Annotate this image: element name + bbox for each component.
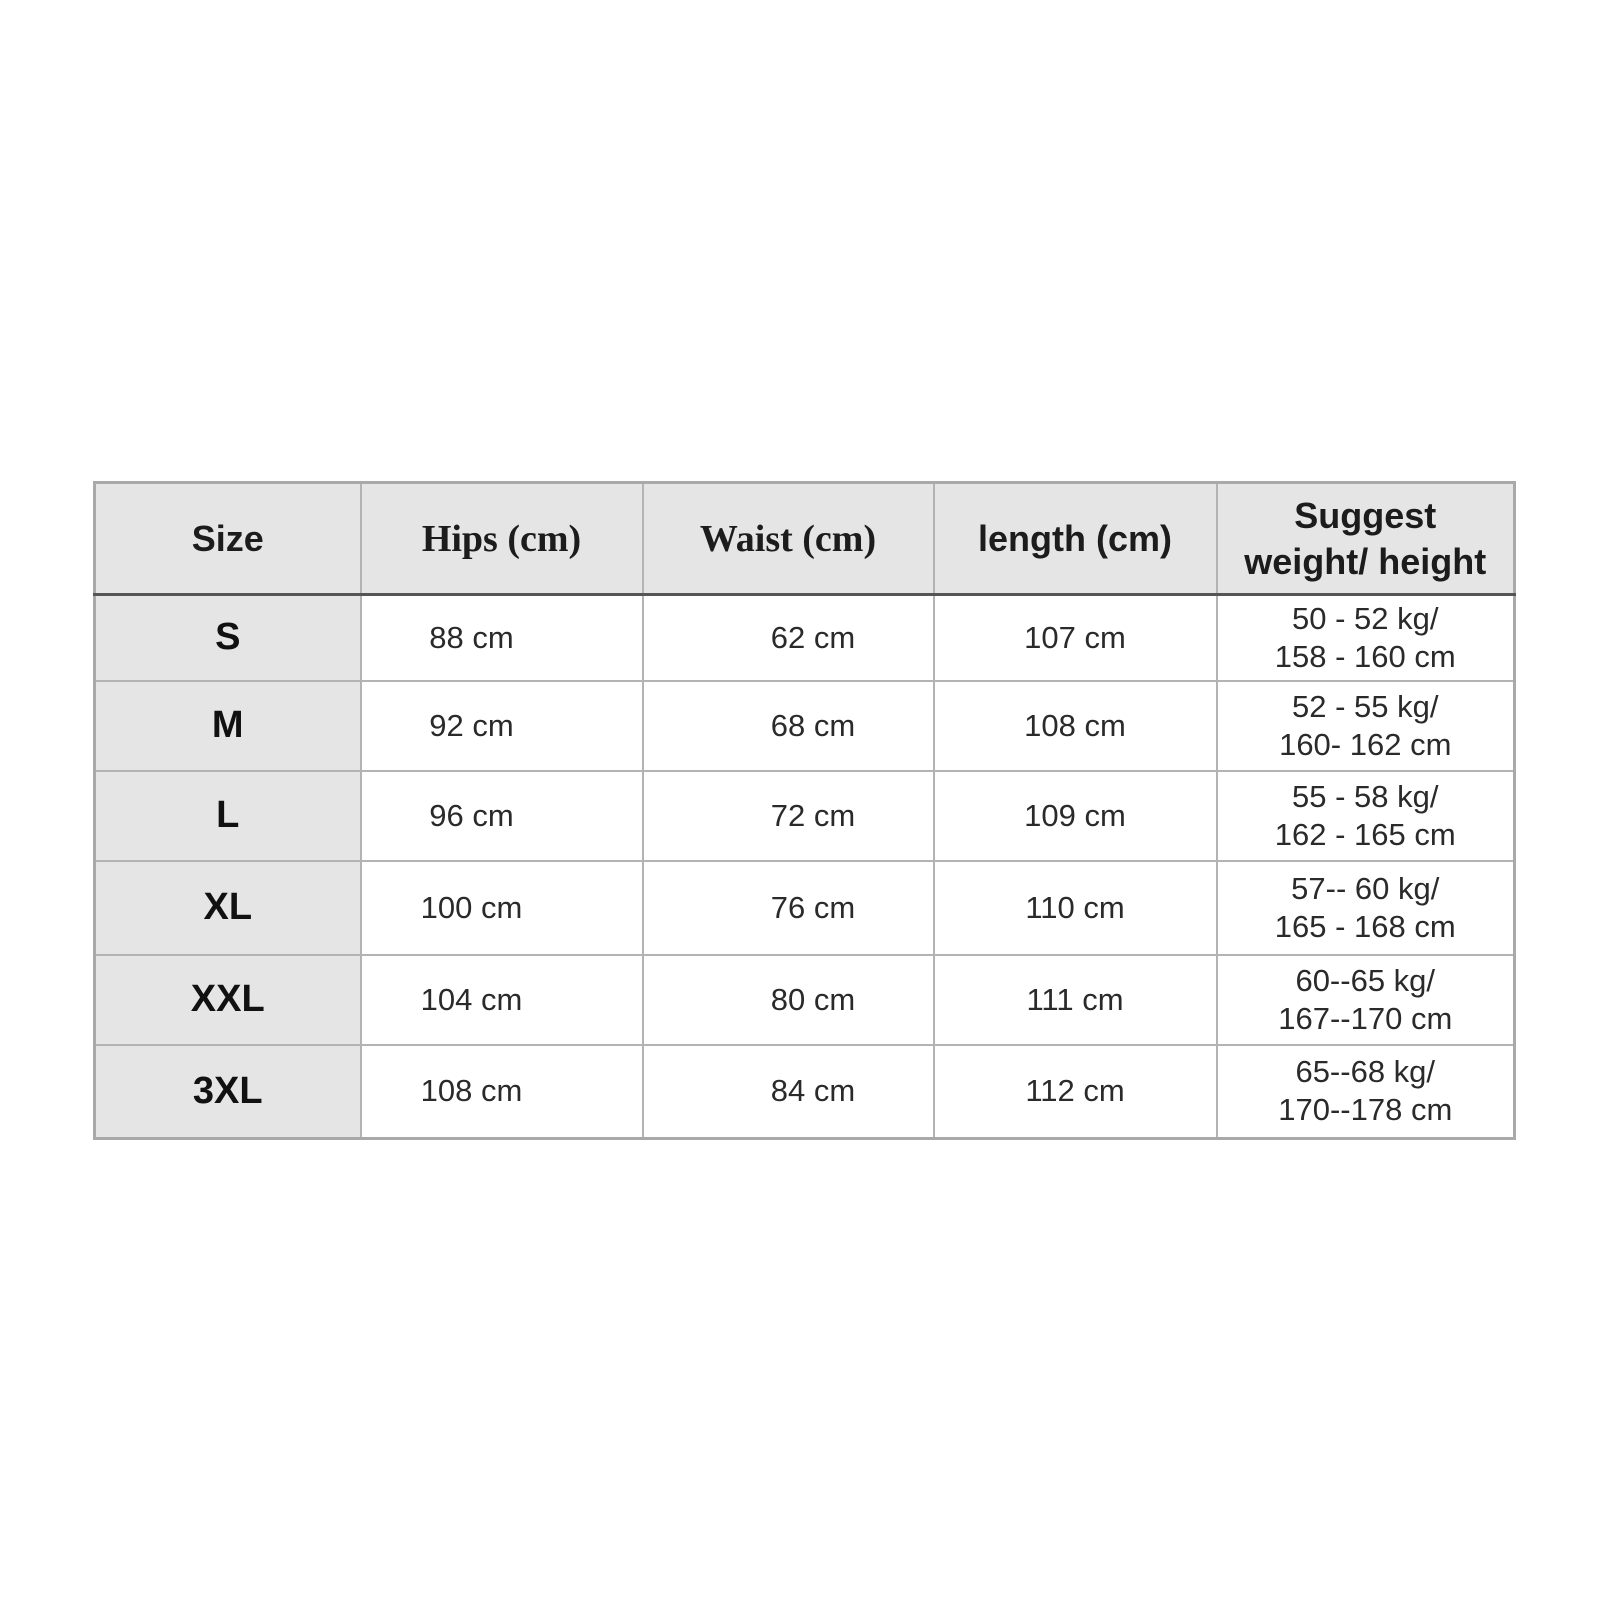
header-suggest [1217, 483, 1515, 595]
header-length: length (cm) [934, 483, 1217, 595]
hips-cell: 96 cm [361, 771, 643, 861]
length-cell: 107 cm [934, 595, 1217, 681]
waist-cell: 76 cm [643, 861, 934, 955]
suggest-height: 158 - 160 cm [1274, 638, 1456, 674]
size-cell: L [95, 771, 361, 861]
table-row [95, 1045, 1515, 1139]
size-chart-table [93, 481, 1516, 1140]
table-row [95, 771, 1515, 861]
size-cell: M [95, 681, 361, 771]
suggest-weight: 57-- 60 kg/ [1291, 870, 1440, 906]
suggest-weight: 60--65 kg/ [1295, 962, 1436, 998]
length-cell: 111 cm [934, 955, 1217, 1045]
waist-cell: 84 cm [643, 1045, 934, 1139]
length-cell: 109 cm [934, 771, 1217, 861]
length-cell: 108 cm [934, 681, 1217, 771]
suggest-height: 162 - 165 cm [1274, 816, 1456, 852]
waist-cell: 72 cm [643, 771, 934, 861]
table-row [95, 861, 1515, 955]
waist-cell: 80 cm [643, 955, 934, 1045]
header-size: Size [95, 483, 361, 595]
suggest-cell [1217, 681, 1515, 771]
header-suggest-line-1: Suggest [1294, 494, 1437, 536]
header-suggest-line-2: weight/ height [1244, 540, 1487, 582]
suggest-height: 170--178 cm [1278, 1092, 1453, 1128]
length-cell: 112 cm [934, 1045, 1217, 1139]
size-cell: 3XL [95, 1045, 361, 1139]
suggest-weight: 65--68 kg/ [1295, 1054, 1436, 1090]
hips-cell: 88 cm [361, 595, 643, 681]
table-row [95, 595, 1515, 681]
hips-cell: 100 cm [361, 861, 643, 955]
suggest-height: 167--170 cm [1278, 1000, 1453, 1036]
suggest-cell [1217, 595, 1515, 681]
hips-cell: 108 cm [361, 1045, 643, 1139]
suggest-weight: 50 - 52 kg/ [1292, 600, 1439, 636]
table-row [95, 681, 1515, 771]
suggest-weight: 52 - 55 kg/ [1292, 688, 1439, 724]
suggest-cell [1217, 861, 1515, 955]
size-cell: S [95, 595, 361, 681]
header-hips: Hips (cm) [361, 483, 643, 595]
header-waist: Waist (cm) [643, 483, 934, 595]
suggest-height: 160- 162 cm [1279, 726, 1452, 762]
suggest-weight: 55 - 58 kg/ [1292, 778, 1439, 814]
suggest-cell [1217, 955, 1515, 1045]
suggest-cell [1217, 771, 1515, 861]
suggest-height: 165 - 168 cm [1274, 908, 1456, 944]
size-cell: XL [95, 861, 361, 955]
table-row [95, 955, 1515, 1045]
length-cell: 110 cm [934, 861, 1217, 955]
size-cell: XXL [95, 955, 361, 1045]
header-row [95, 483, 1515, 595]
hips-cell: 92 cm [361, 681, 643, 771]
waist-cell: 62 cm [643, 595, 934, 681]
waist-cell: 68 cm [643, 681, 934, 771]
suggest-cell [1217, 1045, 1515, 1139]
hips-cell: 104 cm [361, 955, 643, 1045]
